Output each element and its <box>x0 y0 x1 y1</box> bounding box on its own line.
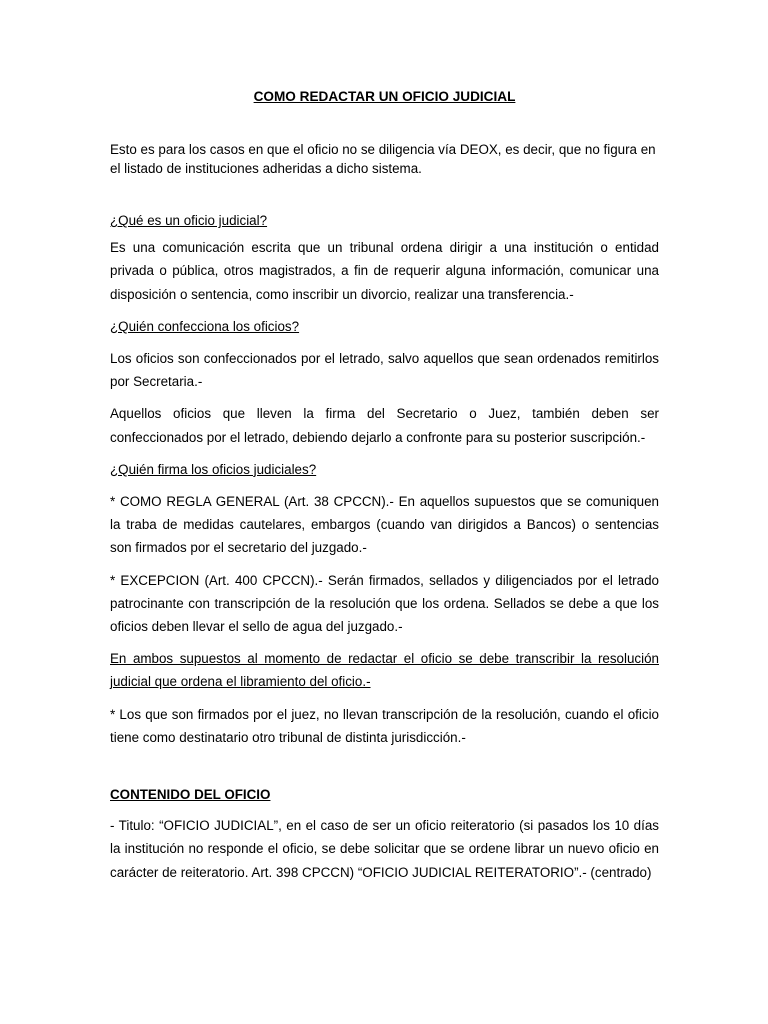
heading-contenido: CONTENIDO DEL OFICIO <box>110 787 271 803</box>
answer-who-prepares-1: Los oficios son confeccionados por el letrado, salvo aquellos que sean ordenados remitirlos por Secretaria.- <box>110 351 659 390</box>
answer-exception: * EXCEPCION (Art. 400 CPCCN).- Serán firmados, sellados y diligenciados por el letrado patrocinante con transcripción de la resolución que los ordena. Sellados se debe a que los oficios deben llevar el sello de agua del juzgado.- <box>110 572 659 635</box>
question-who-signs: ¿Quién firma los oficios judiciales? <box>110 461 317 477</box>
intro-paragraph: Esto es para los casos en que el oficio no se diligencia vía DEOX, es decir, que no figura en el listado de instituciones adheridas a dicho sistema. <box>110 142 656 176</box>
answer-general-rule: * COMO REGLA GENERAL (Art. 38 CPCCN).- En aquellos supuestos que se comuniquen la traba de medidas cautelares, embargos (cuando van dirigidos a Bancos) o sentencias son firmados por el secretario del juzgado.- <box>110 494 659 556</box>
content-title-item: - Titulo: “OFICIO JUDICIAL”, en el caso de ser un oficio reiteratorio (si pasados los 10 días la institución no responde el oficio, se debe solicitar que se ordene librar un nuevo oficio en carácter de reiteratorio. Art. 398 CPCCN) “OFICIO JUDICIAL REITERATORIO”.- (centrado) <box>110 818 659 880</box>
document-title: COMO REDACTAR UN OFICIO JUDICIAL <box>253 89 516 104</box>
answer-judge-signed: * Los que son firmados por el juez, no llevan transcripción de la resolución, cuando el oficio tiene como destinatario otro tribunal de distinta jurisdicción.- <box>110 706 659 745</box>
answer-both-cases: En ambos supuestos al momento de redactar el oficio se debe transcribir la resolución judicial que ordena el libramiento del oficio.- <box>110 651 659 690</box>
answer-what-is: Es una comunicación escrita que un tribunal ordena dirigir a una institución o entidad privada o pública, otros magistrados, a fin de requerir alguna información, comunicar una disposición o sentencia, como inscribir un divorcio, realizar una transferencia.- <box>110 240 659 302</box>
question-what-is: ¿Qué es un oficio judicial? <box>110 213 268 228</box>
question-who-prepares: ¿Quién confecciona los oficios? <box>110 318 300 334</box>
document-body <box>110 209 659 884</box>
answer-who-prepares-2: Aquellos oficios que lleven la firma del Secretario o Juez, también deben ser confeccionados por el letrado, debiendo dejarlo a confronte para su posterior suscripción.- <box>110 406 659 445</box>
